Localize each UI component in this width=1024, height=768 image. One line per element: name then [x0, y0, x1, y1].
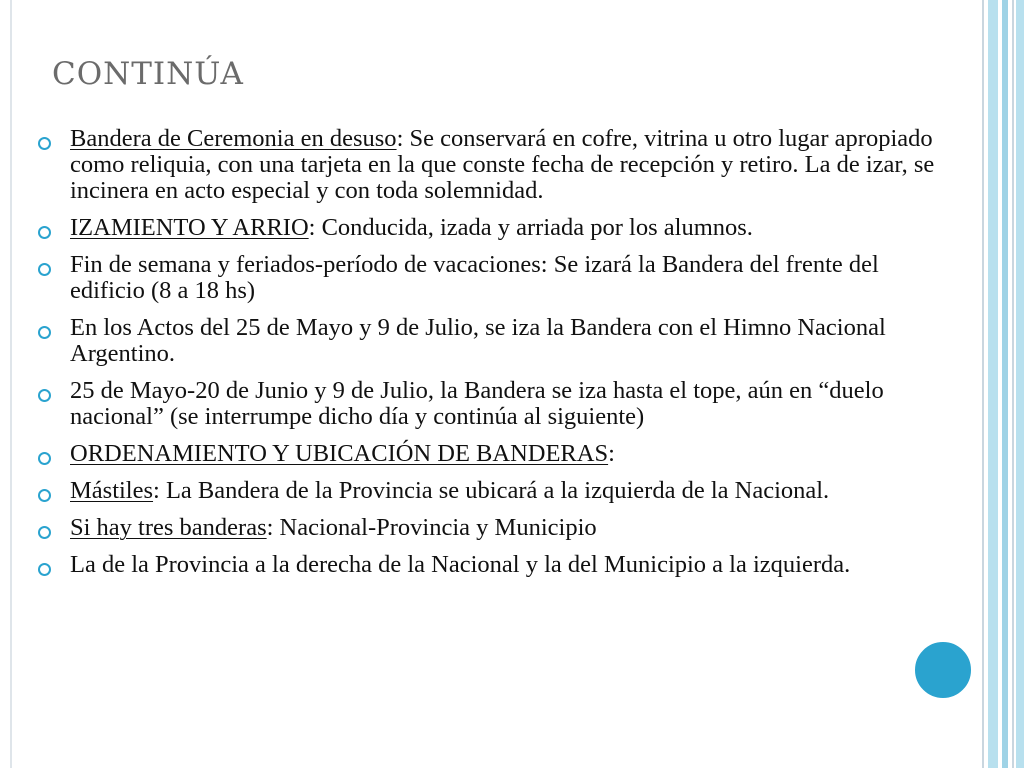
bullet-underlined-text: Bandera de Ceremonia en desuso — [70, 125, 397, 152]
list-item — [34, 478, 939, 504]
list-item — [34, 126, 939, 204]
bullet-underlined-text: IZAMIENTO Y ARRIO — [70, 214, 309, 241]
ring-bullet-icon — [38, 563, 51, 576]
bullet-text: : Nacional-Provincia y Municipio — [266, 514, 597, 541]
ring-bullet-icon — [38, 389, 51, 402]
list-item — [34, 378, 939, 430]
list-item — [34, 441, 939, 467]
list-item — [34, 215, 939, 241]
ring-bullet-icon — [38, 263, 51, 276]
bullet-text: : La Bandera de la Provincia se ubicará a la izquierda de la Nacional. — [153, 477, 830, 504]
bullet-underlined-text: Si hay tres banderas — [70, 514, 267, 541]
bullet-underlined-text: ORDENAMIENTO Y UBICACIÓN DE BANDERAS — [70, 440, 609, 467]
bullet-text: : Se conservará en cofre, vitrina u otro lugar apropiado como reliquia, con una tarjeta en la que conste fecha de recepción y retiro. La de izar, se incinera en acto especial y con toda solemnidad. — [70, 125, 935, 204]
slide-title: CONTINÚA — [52, 56, 244, 92]
bullet-text: La de la Provincia a la derecha de la Nacional y la del Municipio a la izquierda. — [70, 551, 851, 578]
list-item — [34, 515, 939, 541]
left-frame-border — [0, 0, 12, 768]
bullet-text: Fin de semana y feriados-período de vacaciones: Se izará la Bandera del frente del edificio (8 a 18 hs) — [70, 251, 879, 304]
list-item — [34, 252, 939, 304]
bullet-text: : — [608, 440, 615, 467]
decorative-circle — [912, 639, 974, 701]
ring-bullet-icon — [38, 226, 51, 239]
ring-bullet-icon — [38, 452, 51, 465]
bullet-text: 25 de Mayo-20 de Junio y 9 de Julio, la Bandera se iza hasta el tope, aún en “duelo nacional” (se interrumpe dicho día y continúa al siguiente) — [70, 377, 884, 430]
ring-bullet-icon — [38, 137, 51, 150]
ring-bullet-icon — [38, 326, 51, 339]
list-item — [34, 552, 939, 578]
bullet-underlined-text: Mástiles — [70, 477, 154, 504]
ring-bullet-icon — [38, 489, 51, 502]
bullet-text: : Conducida, izada y arriada por los alumnos. — [308, 214, 753, 241]
bullet-text: En los Actos del 25 de Mayo y 9 de Julio, se iza la Bandera con el Himno Nacional Argentino. — [70, 314, 886, 367]
right-decorative-stripes — [978, 0, 1024, 768]
list-item — [34, 315, 939, 367]
bullet-list — [34, 126, 939, 589]
ring-bullet-icon — [38, 526, 51, 539]
